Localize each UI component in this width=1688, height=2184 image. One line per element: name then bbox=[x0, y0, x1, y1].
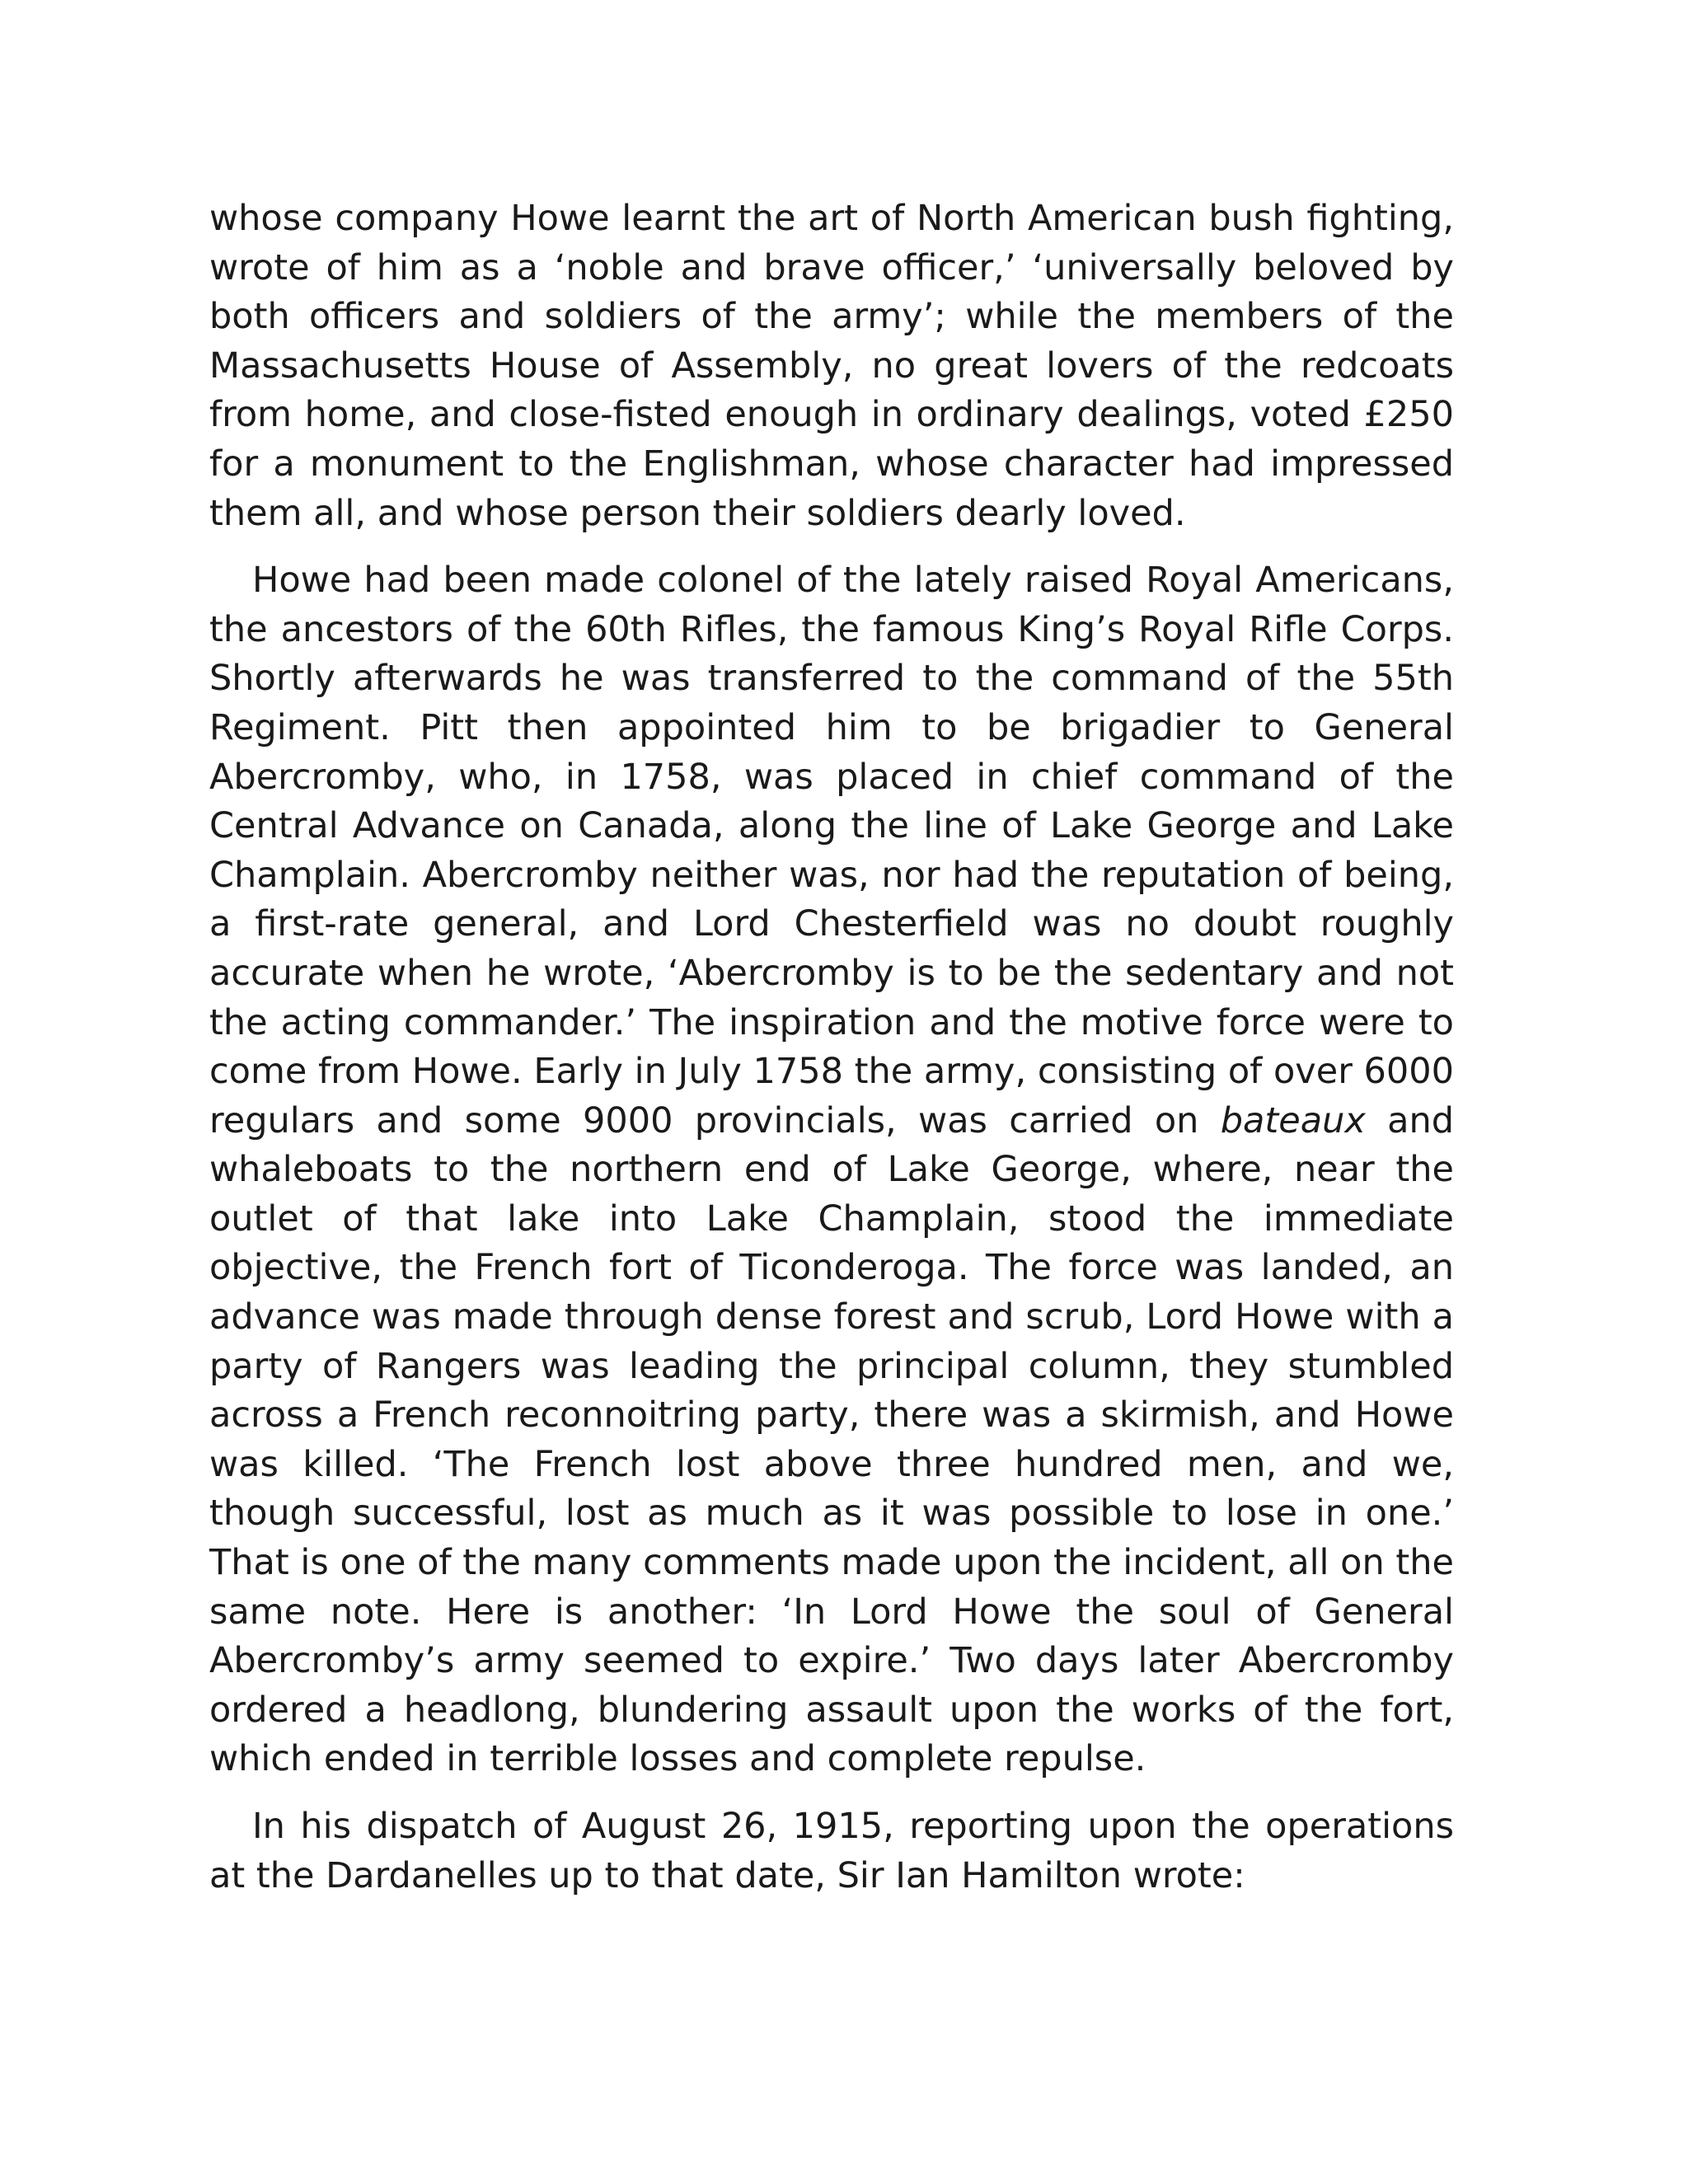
paragraph-text: whose company Howe learnt the art of North American bush fighting, wrote of him as a ‘noble and brave officer,’ ‘universally beloved by both officers and soldiers of the army’; while the members of the Massachusetts House of Assembly, no great lovers of the redcoats from home, and close-fisted enough in ordinary dealings, voted £250 for a monument to the Englishman, whose character had impressed them all, and whose person their soldiers dearly loved. bbox=[209, 198, 1454, 534]
paragraph-text: Howe had been made colonel of the lately raised Royal Americans, the ancestors of the 60th Rifles, the famous King’s Royal Rifle Corps. Shortly afterwards he was transferred to the command of the 55th Regiment. Pitt then appointed him to be brigadier to General Abercromby, who, in 1758, was placed in chief command of the Central Advance on Canada, along the line of Lake George and Lake Champlain. Abercromby neither was, nor had the reputation of being, a first-rate general, and Lord Chesterfield was no doubt roughly accurate when he wrote, ‘Abercromby is to be the sedentary and not the acting commander.’ The inspiration and the motive force were to come from Howe. Early in July 1758 the army, consisting of over 6000 regulars and some 9000 provincials, was carried on bbox=[209, 560, 1454, 1141]
paragraph-text: In his dispatch of August 26, 1915, reporting upon the operations at the Dardanelles up to that date, Sir Ian Hamilton wrote: bbox=[209, 1806, 1454, 1896]
book-page bbox=[209, 194, 1454, 1900]
paragraph-1 bbox=[209, 194, 1454, 538]
paragraph-3 bbox=[209, 1802, 1454, 1900]
paragraph-2 bbox=[209, 556, 1454, 1784]
paragraph-text: and whaleboats to the northern end of Lake George, where, near the outlet of that lake into Lake Champlain, stood the immediate objective, the French fort of Ticonderoga. The force was landed, an advance was made through dense forest and scrub, Lord Howe with a party of Rangers was leading the principal column, they stumbled across a French reconnoitring party, there was a skirmish, and Howe was killed. ‘The French lost above three hundred men, and we, though successful, lost as much as it was possible to lose in one.’ That is one of the many comments made upon the incident, all on the same note. Here is another: ‘In Lord Howe the soul of General Abercromby’s army seemed to expire.’ Two days later Abercromby ordered a headlong, blundering assault upon the works of the fort, which ended in terrible losses and complete repulse. bbox=[209, 1099, 1454, 1780]
italic-term: bateaux bbox=[1220, 1099, 1366, 1141]
